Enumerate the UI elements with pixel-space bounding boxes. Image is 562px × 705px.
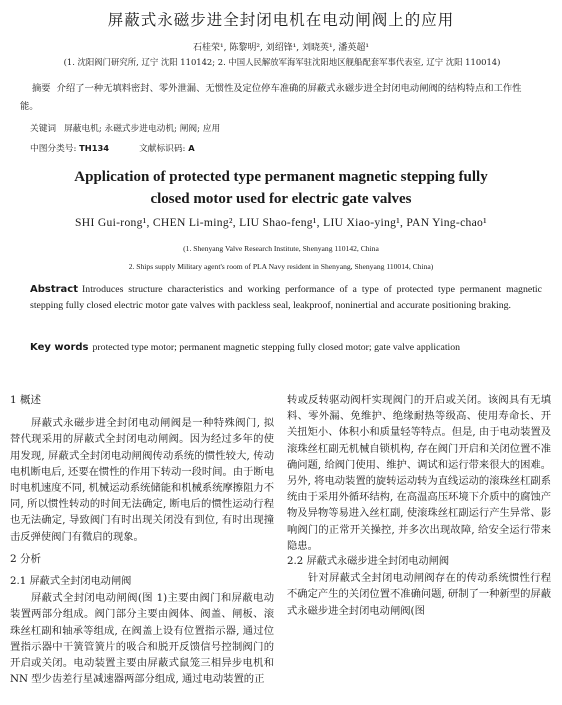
affiliation-en-2: 2. Ships supply Military agent's room of PLA Navy resident in Shenyang, Shenyang 110014, China) — [128, 262, 434, 271]
keywords-cn-label: 关键词 — [30, 124, 57, 134]
abstract-cn-text: 介绍了一种无填料密封、零外泄漏、无惯性及定位停车准确的屏蔽式永磁步进全封闭电动闸阀的结构特点和工作性能。 — [20, 83, 522, 112]
classification — [30, 142, 195, 154]
abstract-en-text: Introduces structure characteristics and working performance of a type of protected type permanent magnetic stepping fully closed electric motor gate valves with packless seal, leakproof, noninertial and accurate positioning braking. — [30, 284, 542, 311]
abstract-cn — [20, 80, 535, 116]
section-2-2-paragraph: 针对屏蔽式全封闭电动闸阀存在的传动系统惯性行程不确定产生的关闭位置不准确问题, 研制了一种新型的屏蔽式永磁步进全封闭电动闸阀(图 — [287, 572, 551, 617]
class-value: TH134 — [79, 143, 110, 153]
title-en-line1: Application of protected type permanent magnetic stepping fully — [74, 169, 488, 185]
doc-code-value: A — [188, 143, 195, 153]
affiliation-cn: (1. 沈阳阀门研究所, 辽宁 沈阳 110142; 2. 中国人民解放军海军驻沈阳地区舰船配套军事代表室, 辽宁 沈阳 110014) — [63, 57, 501, 67]
section-2-1-paragraph-cont: 转或反转驱动阀杆实现阀门的开启或关闭。该阀具有无填料、零外漏、免维护、绝缘耐热等级高、使用寿命长、开关扭矩小、体积小和质量轻等特点。但是, 由于电动装置及滚珠丝杠副无机械自锁机构, 存在阀门开启和关闭位置不准确问题, 给阀门使用、维护、调试和运行带来很大的困难。另外, 将电动装置的旋转运动转为直线运动的滚珠丝杠副系统由于采用外循环结构, 在高温高压环境下介质中的腐蚀产物及异物等易进入丝杠副, 使滚珠丝杠副运行产生异常、影响阀门的正常开关操控, 并多次出现故障, 给安全运行带来隐患。 — [287, 394, 551, 552]
body-column-left — [10, 392, 274, 687]
keywords-en — [30, 340, 542, 355]
paper-title-en — [40, 166, 522, 210]
body-column-right — [287, 392, 551, 619]
abstract-en-label: Abstract — [30, 284, 79, 295]
doc-code-label: 文献标识码: — [139, 144, 186, 154]
section-2-title: 2 分析 — [10, 552, 42, 565]
section-1-title: 1 概述 — [10, 394, 42, 406]
keywords-en-label: Key words — [30, 342, 89, 353]
paper-title-cn: 屏蔽式永磁步进全封闭电机在电动闸阀上的应用 — [107, 11, 455, 29]
abstract-cn-label: 摘要 — [32, 83, 51, 94]
section-2-1-title: 2.1 屏蔽式全封闭电动闸阀 — [10, 576, 132, 588]
class-label: 中图分类号: — [30, 144, 77, 154]
keywords-cn — [30, 122, 220, 134]
keywords-en-text: protected type motor; permanent magnetic stepping fully closed motor; gate valve application — [92, 342, 461, 353]
section-2-2-title: 2.2 屏蔽式永磁步进全封闭电动闸阀 — [287, 556, 450, 568]
section-1-paragraph: 屏蔽式永磁步进全封闭电动闸阀是一种特殊阀门, 拟替代现采用的屏蔽式全封闭电动闸阀。因为经过多年的使用发现, 屏蔽式全封闭电动闸阀传动系统的惯性较大, 传动电机断电后, 还要在惯性的作用下转动一段时间。由于断电时电机速度不同, 机械运动系统储能和机械系统摩擦阻力不同, 所以惯性转动的时间无法确定, 断电后的惯性运动行程也无法确定, 导致阀门有时出现关闭没有到位, 有时出现撞击反弹使阀门有微启的现象。 — [10, 417, 274, 543]
authors-en: SHI Gui-rong¹, CHEN Li-ming², LIU Shao-feng¹, LIU Xiao-ying¹, PAN Ying-chao¹ — [75, 216, 487, 229]
section-2-1-paragraph: 屏蔽式全封闭电动闸阀(图 1)主要由阀门和屏蔽电动装置两部分组成。阀门部分主要由阀体、阀盖、闸板、滚珠丝杠副和轴承等组成, 在阀盖上设有位置指示器, 通过位置指示器中干簧管簧片的吸合和脱开反馈信号控制阀门的开启或关闭。电动装置主要由屏蔽式鼠笼三相异步电机和 NN 型少齿差行星减速器两部分组成, 通过电动装置的正 — [10, 592, 274, 686]
authors-cn: 石桂荣¹, 陈黎明², 刘绍锋¹, 刘晓英¹, 潘英超¹ — [193, 43, 369, 53]
affiliation-en-1: (1. Shenyang Valve Research Institute, Shenyang 110142, China — [183, 244, 379, 253]
title-en-line2: closed motor used for electric gate valves — [150, 191, 412, 207]
keywords-cn-text: 屏蔽电机; 永磁式步进电动机; 闸阀; 应用 — [64, 124, 221, 134]
abstract-en — [30, 282, 542, 313]
